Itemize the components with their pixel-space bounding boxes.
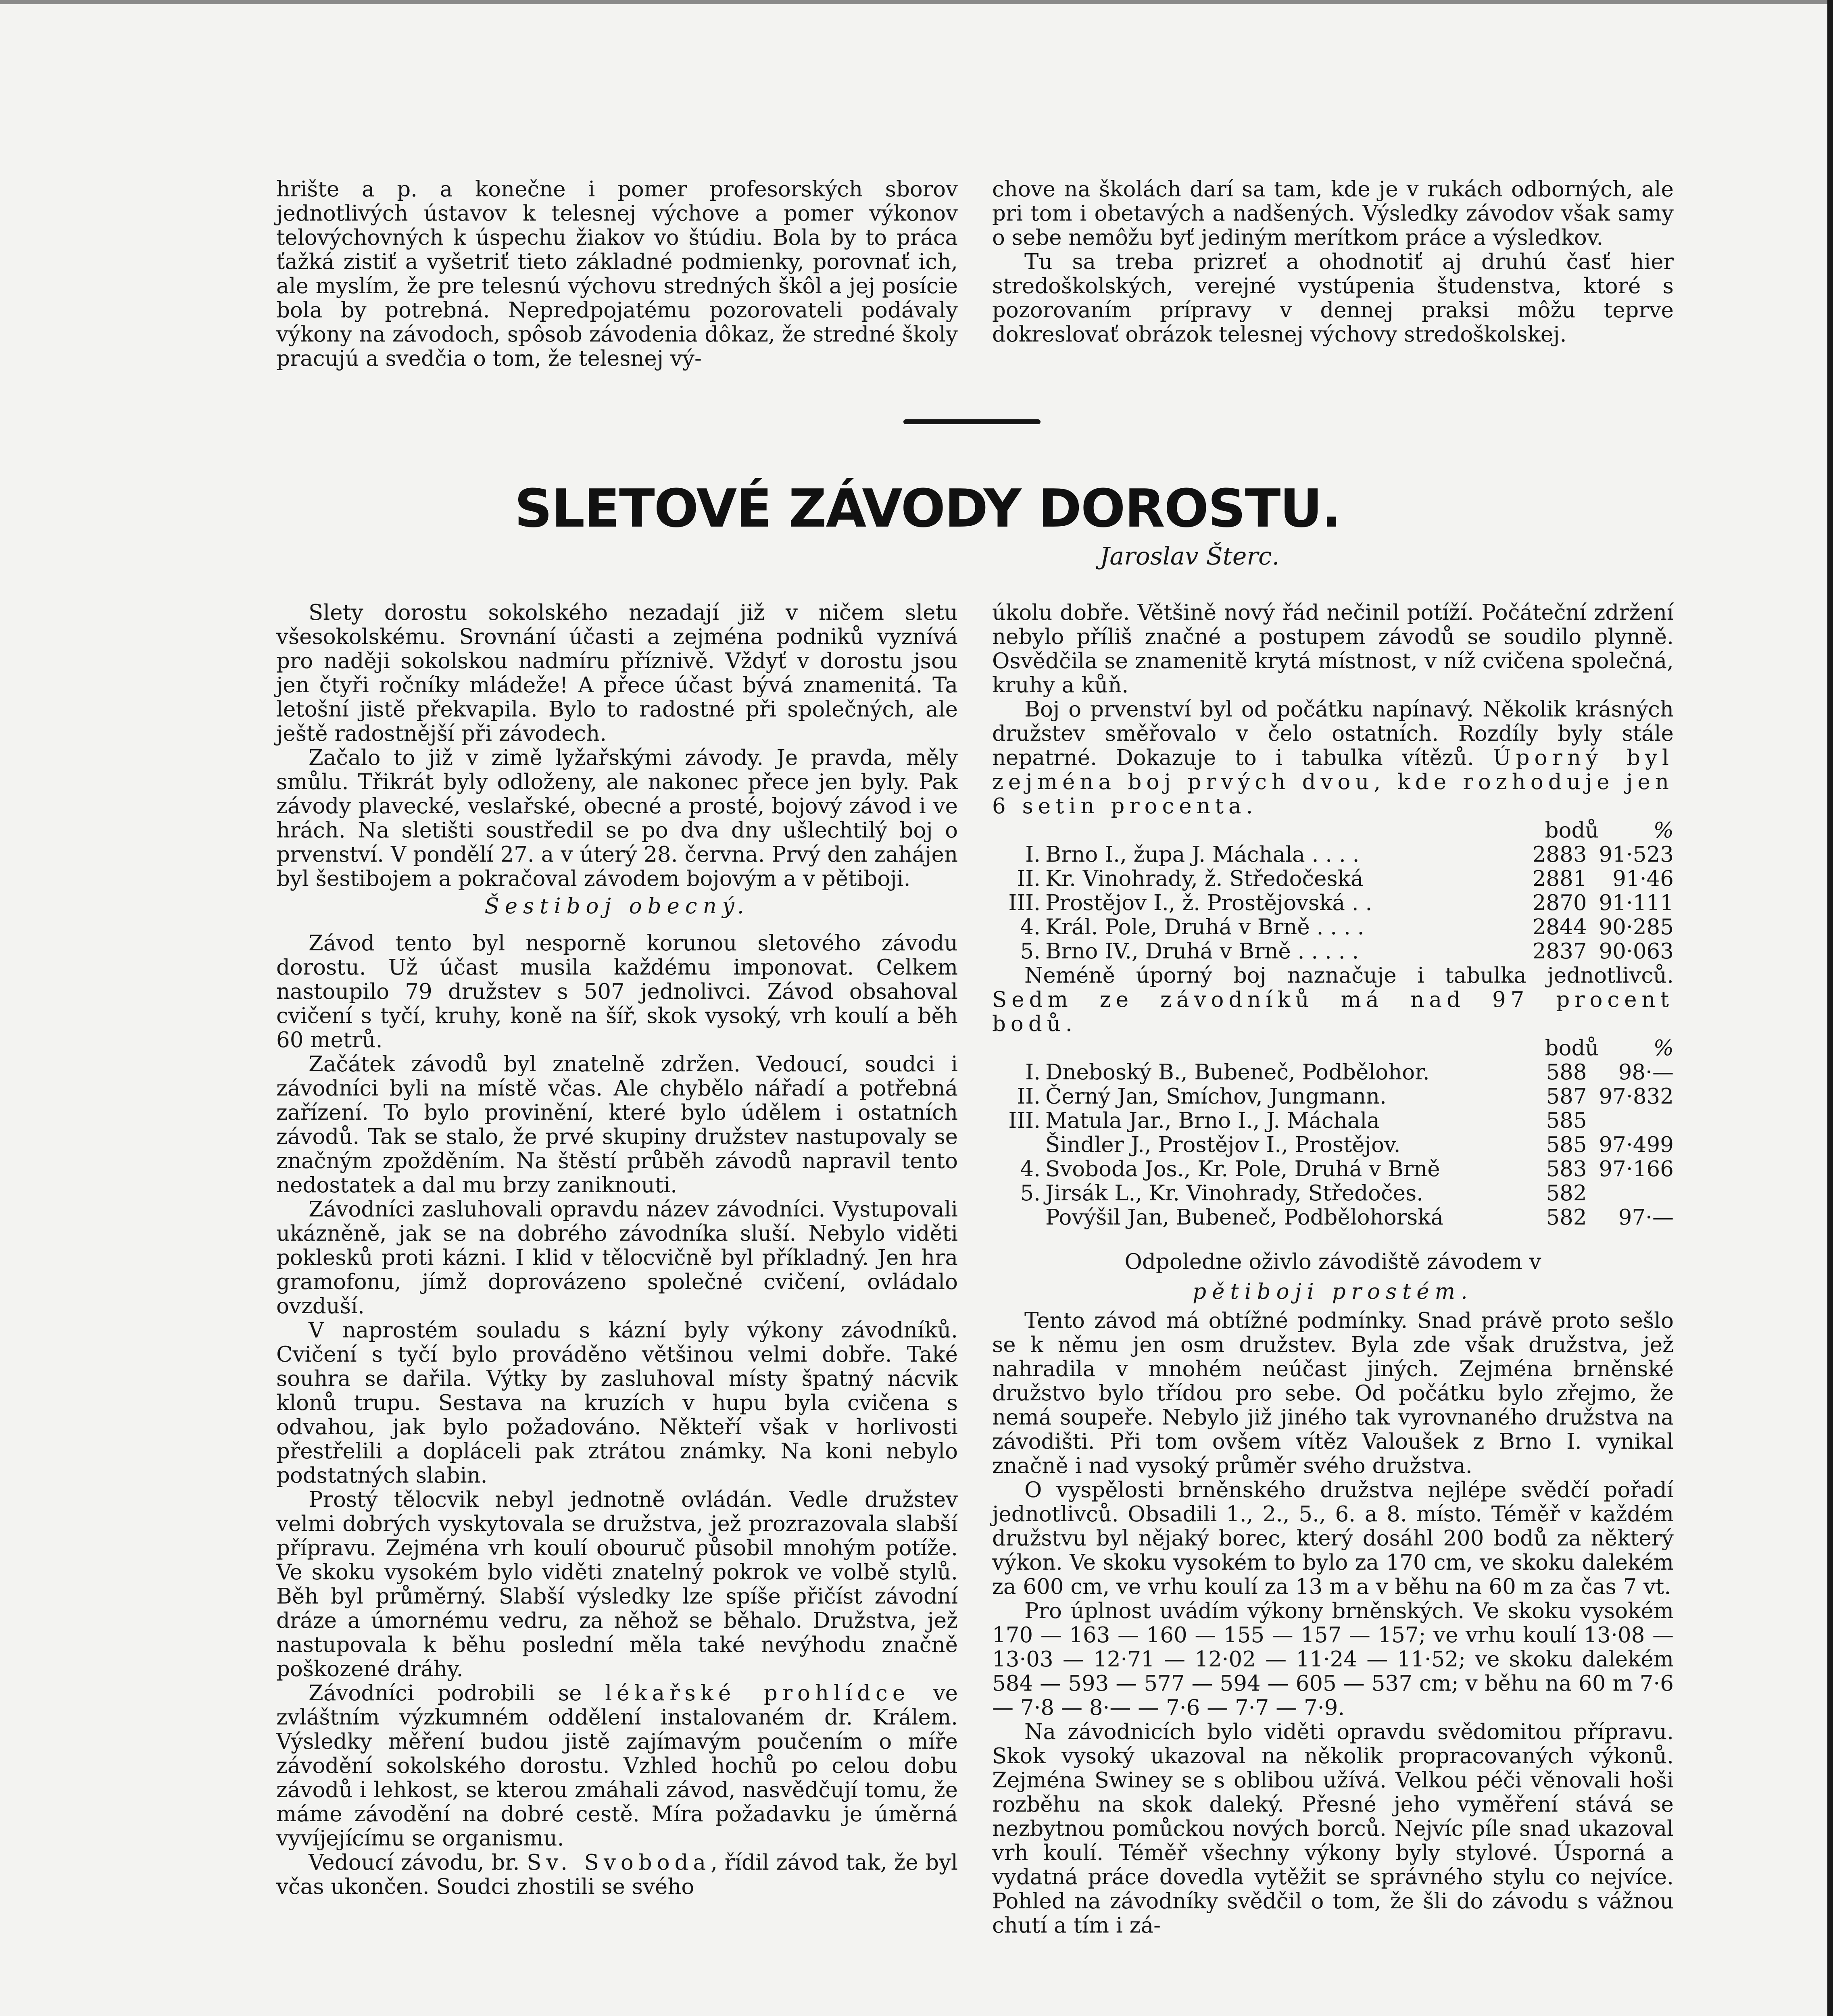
paragraph: chove na školách darí sa tam, kde je v rukách odborných, ale pri tom i obetavých a nadšených. Výsledky závodov však samy o sebe nemôžu byť jediným merítkom práce a výsledkov.	[992, 177, 1674, 250]
points-cell: 588	[1546, 1060, 1587, 1085]
table-row	[992, 843, 1674, 867]
paragraph: V naprostém souladu s kázní byly výkony závodníků. Cvičení s tyčí bylo prováděno většinou velmi dobře. Také souhra se dařila. Výtky by zasluhoval místy špatný nácvik klonů trupu. Sestava na kruzích v hupu byla cvičena s odvahou, jak bylo požadováno. Někteří však v horlivosti přestřelili a dopláceli pak ztrátou známky. Na koni nebylo podstatných slabin.	[276, 1318, 958, 1488]
points-cell: 2870	[1532, 891, 1587, 915]
percent-header: %	[1653, 818, 1674, 843]
rank-cell: II.	[1017, 1084, 1041, 1109]
rank-cell: I.	[1025, 1060, 1041, 1085]
rank-cell: II.	[1017, 866, 1041, 891]
table-row	[992, 915, 1674, 939]
table-header-row	[992, 1036, 1674, 1060]
scan-edge-right	[1827, 0, 1833, 2016]
percent-cell: 97·832	[1599, 1084, 1674, 1109]
article-author: Jaroslav Šterc.	[1100, 542, 1280, 571]
paragraph: Slety dorostu sokolského nezadají již v ničem sletu všesokolskému. Srovnání účasti a zejména podniků vyznívá pro naději sokolskou nadmíru příznivě. Vždyť v dorostu jsou jen čtyři ročníky mládeže! A přece účast bývá znamenitá. Ta letošní jistě překvapila. Bylo to radostné při společných, ale ještě radostnější při závodech.	[276, 600, 958, 746]
rank-cell: 4.	[1020, 1157, 1041, 1181]
rank-cell	[992, 1206, 1045, 1230]
name-cell: Brno IV., Druhá v Brně . . . . .	[1045, 939, 1359, 964]
percent-cell: 91·523	[1599, 842, 1674, 867]
rank-cell: I.	[1025, 842, 1041, 867]
percent-cell: 97·—	[1618, 1205, 1674, 1230]
points-header: bodů	[1545, 818, 1599, 843]
paragraph: Tu sa treba prizreť a ohodnotiť aj druhú časť hier stredoškolských, verejné vystúpenia študenstva, ktoré s pozorovaním prípravy v dennej praksi môžu teprve dokreslovať obrázok telesnej výchovy stredoškolskej.	[992, 250, 1674, 347]
paragraph: Začalo to již v zimě lyžařskými závody. Je pravda, měly smůlu. Třikrát byly odloženy, ale nakonec přece jen byly. Pak závody plavecké, veslařské, obecné a prosté, bojový závod i ve hrách. Na sletišti soustředil se po dva dny ušlechtilý boj o prvenství. V pondělí 27. a v úterý 28. června. Prvý den zahájen byl šestibojem a pokračoval závodem bojovým a v pětiboji.	[276, 746, 958, 891]
emphasis-spaced: Sedm ze závodníků má nad 97 procent bodů.	[992, 987, 1674, 1036]
section-subheading: Šestiboj obecný.	[484, 894, 750, 918]
table-row	[992, 1181, 1674, 1206]
name-cell: Svoboda Jos., Kr. Pole, Druhá v Brně	[1045, 1157, 1440, 1181]
paragraph: Pro úplnost uvádím výkony brněnských. Ve skoku vysokém 170 — 163 — 160 — 155 — 157 — 157; ve vrhu koulí 13·08 — 13·03 — 12·71 — 12·02 — 11·24 — 11·52; ve skoku dalekém 584 — 593 — 577 — 594 — 605 — 537 cm; v běhu na 60 m 7·6 — 7·8 — 8·— — 7·6 — 7·7 — 7·9.	[992, 1599, 1674, 1720]
paragraph: Prostý tělocvik nebyl jednotně ovládán. Vedle družstev velmi dobrých vyskytovala se družstva, jež prozrazovala slabší přípravu. Zejména vrh koulí obouruč působil mnohým potíže. Ve skoku vysokém bylo viděti znatelný pokrok ve volbě stylů. Běh byl průměrný. Slabší výsledky lze spíše přičíst závodní dráze a úmornému vedru, za něhož se běhalo. Družstva, jež nastupovala k běhu poslední měla také nevýhodu značně poškozené dráhy.	[276, 1487, 958, 1681]
section-subheading: pětiboji prostém.	[1193, 1279, 1473, 1304]
paragraph: Závodníci podrobili se lékařské prohlídce ve zvláštním výzkumném oddělení instalovaném dr. Králem. Výsledky měření budou jistě zajímavým poučením o míře závodění sokolského dorostu. Vzhled hochů po celou dobu závodů i lehkost, se kterou zmáhali závod, nasvědčují tomu, že máme závodění na dobré cestě. Míra požadavku je úměrná vyvíjejícímu se organismu.	[276, 1681, 958, 1851]
name-cell: Povýšil Jan, Bubeneč, Podbělohorská	[1045, 1205, 1443, 1230]
percent-cell	[1599, 1109, 1674, 1133]
points-cell: 587	[1546, 1084, 1587, 1109]
name-cell: Matula Jar., Brno I., J. Máchala	[1045, 1108, 1380, 1133]
paragraph: Závodníci zasluhovali opravdu název závodníci. Vystupovali ukázněně, jak se na dobrého závodníka sluší. Nebylo viděti poklesků proti kázni. I klid v tělocvičně byl příkladný. Jen hra gramofonu, jímž doprovázeno společné cvičení, ovládalo ovzduší.	[276, 1197, 958, 1318]
points-cell: 582	[1546, 1181, 1587, 1206]
paragraph: úkolu dobře. Většině nový řád nečinil potíží. Počáteční zdržení nebylo příliš značné a postupem závodů se soudilo plynně. Osvědčila se znamenitě krytá místnost, v níž cvičena společná, kruhy a kůň.	[992, 600, 1674, 698]
paragraph: O vyspělosti brněnského družstva nejlépe svědčí pořadí jednotlivců. Obsadili 1., 2., 5., 6. a 8. místo. Téměř v každém družstvu byl nějaký borec, který dosáhl 200 bodů za některý výkon. Ve skoku vysokém to bylo za 170 cm, ve skoku dalekém za 600 cm, ve vrhu koulí za 13 m a v běhu na 60 m za čas 7 vt.	[992, 1478, 1674, 1599]
percent-header: %	[1653, 1036, 1674, 1060]
rank-cell: 4.	[1020, 915, 1041, 939]
paragraph: Závod tento byl nesporně korunou sletového závodu dorostu. Už účast musila každému imponovat. Celkem nastoupilo 79 družstev s 507 jednolivci. Závod obsahoval cvičení s tyčí, kruhy, koně na šíř, skok vysoký, vrh koulí a běh 60 metrů.	[276, 931, 958, 1052]
percent-cell: 98·—	[1618, 1060, 1674, 1085]
rank-cell: 5.	[1020, 1181, 1041, 1206]
table-row	[992, 939, 1674, 964]
table-row	[992, 867, 1674, 891]
table-row	[992, 1085, 1674, 1109]
points-cell: 2837	[1532, 939, 1587, 964]
article-title: SLETOVÉ ZÁVODY DOROSTU.	[514, 478, 1341, 539]
name-cell: Dneboský B., Bubeneč, Podbělohor.	[1045, 1060, 1430, 1085]
percent-cell	[1599, 1181, 1674, 1206]
points-cell: 2844	[1532, 915, 1587, 939]
name-cell: Černý Jan, Smíchov, Jungmann.	[1045, 1084, 1387, 1109]
points-cell: 2883	[1532, 842, 1587, 867]
percent-cell: 97·166	[1599, 1157, 1674, 1181]
paragraph: Tento závod má obtížné podmínky. Snad právě proto sešlo se k němu jen osm družstev. Byla zde však družstva, jež nahradila v mnohém neúčast jiných. Zejména brněnské družstvo bylo třídou pro sebe. Od počátku bylo zřejmo, že nemá soupeře. Nebylo již jiného tak vyrovnaného družstva na závodišti. Při tom ovšem vítěz Valoušek z Brno I. vynikal značně i nad vysoký průměr svého družstva.	[992, 1308, 1674, 1478]
points-cell: 585	[1546, 1133, 1587, 1157]
emphasis-spaced: Úporný byl zejména boj prvých dvou, kde rozhoduje jen 6 setin procenta.	[992, 746, 1674, 818]
paragraph: Boj o prvenství byl od počátku napínavý. Několik krásných družstev směřovalo v čelo ostatních. Rozdíly byly stále nepatrné. Dokazuje to i tabulka vítězů. Úporný byl zejména boj prvých dvou, kde rozhoduje jen 6 setin procenta.	[992, 697, 1674, 818]
name-cell: Jirsák L., Kr. Vinohrady, Středočes.	[1045, 1181, 1423, 1206]
table-row	[992, 1157, 1674, 1181]
section-divider	[903, 419, 1041, 424]
table-row	[992, 1060, 1674, 1085]
emphasis-spaced: lékařské prohlídce	[605, 1681, 910, 1706]
name-cell: Prostějov I., ž. Prostějovská . .	[1045, 891, 1372, 915]
rank-cell	[992, 1133, 1045, 1157]
rank-cell: 5.	[1020, 939, 1041, 964]
paragraph: Na závodnicích bylo viděti opravdu svědomitou přípravu. Skok vysoký ukazoval na několik propracovaných výkonů. Zejména Swiney se s oblibou užívá. Velkou péči věnovali hoši rozběhu na skok daleký. Přesné jeho vyměření stává se nezbytnou pomůckou nových borců. Nejvíc píle snad ukazoval vrh koulí. Téměř všechny výkony byly stylové. Úsporná a vydatná práce dovedla vytěžit se správného stylu co nejvíce. Pohled na závodníky svědčil o tom, že šli do závodu s vážnou chutí a tím i zá-	[992, 1720, 1674, 1938]
points-cell: 583	[1546, 1157, 1587, 1181]
right-column	[992, 601, 1674, 1938]
table-row	[992, 891, 1674, 915]
emphasis-spaced: Sv. Svoboda	[527, 1850, 711, 1875]
points-cell: 582	[1546, 1205, 1587, 1230]
paragraph: Vedoucí závodu, br. Sv. Svoboda, řídil závod tak, že byl včas ukončen. Soudci zhostili se svého	[276, 1850, 958, 1899]
lead-line: Odpoledne oživlo závodiště závodem v	[1124, 1250, 1541, 1274]
points-header: bodů	[1545, 1036, 1599, 1060]
top-right-column	[992, 177, 1674, 347]
name-cell: Kr. Vinohrady, ž. Středočeská	[1045, 866, 1364, 891]
paragraph: Začátek závodů byl znatelně zdržen. Vedoucí, soudci i závodníci byli na místě včas. Ale chybělo nářadí a potřebná zařízení. To bylo provinění, které bylo údělem i ostatních závodů. Tak se stalo, že prvé skupiny družstev nastupovaly se značným zpožděním. Na štěstí průběh závodů napravil tento nedostatek a dal mu brzy zaniknouti.	[276, 1052, 958, 1198]
points-cell: 585	[1546, 1108, 1587, 1133]
team-results-table	[992, 818, 1674, 964]
points-cell: 2881	[1532, 866, 1587, 891]
paragraph: Neméně úporný boj naznačuje i tabulka jednotlivců. Sedm ze závodníků má nad 97 procent bodů.	[992, 963, 1674, 1036]
rank-cell: III.	[1008, 891, 1041, 915]
paragraph: hrište a p. a konečne i pomer profesorských sborov jednotlivých ústavov k telesnej výchove a pomer výkonov telovýchovných k úspechu žiakov vo štúdiu. Bola by to práca ťažká zistiť a vyšetriť tieto základné podmienky, porovnať ich, ale myslím, že pre telesnú výchovu stredných škôl a jej posície bola by potrebná. Nepredpojatému pozorovateli podávaly výkony na závodoch, spôsob závodenia dôkaz, že stredné školy pracujú a svedčia o tom, že telesnej vý-	[276, 177, 958, 371]
scan-edge-top	[0, 0, 1833, 4]
percent-cell: 90·063	[1599, 939, 1674, 964]
name-cell: Král. Pole, Druhá v Brně . . . .	[1045, 915, 1364, 939]
left-column	[276, 601, 958, 1899]
table-row	[992, 1206, 1674, 1230]
percent-cell: 91·46	[1612, 866, 1674, 891]
name-cell: Brno I., župa J. Máchala . . . .	[1045, 842, 1360, 867]
rank-cell: III.	[1008, 1108, 1041, 1133]
table-row	[992, 1109, 1674, 1133]
table-header-row	[992, 818, 1674, 843]
table-row	[992, 1133, 1674, 1157]
name-cell: Šindler J., Prostějov I., Prostějov.	[1045, 1133, 1401, 1157]
percent-cell: 97·499	[1599, 1133, 1674, 1157]
top-left-column	[276, 177, 958, 371]
percent-cell: 90·285	[1599, 915, 1674, 939]
individual-results-table	[992, 1036, 1674, 1230]
percent-cell: 91·111	[1599, 891, 1674, 915]
